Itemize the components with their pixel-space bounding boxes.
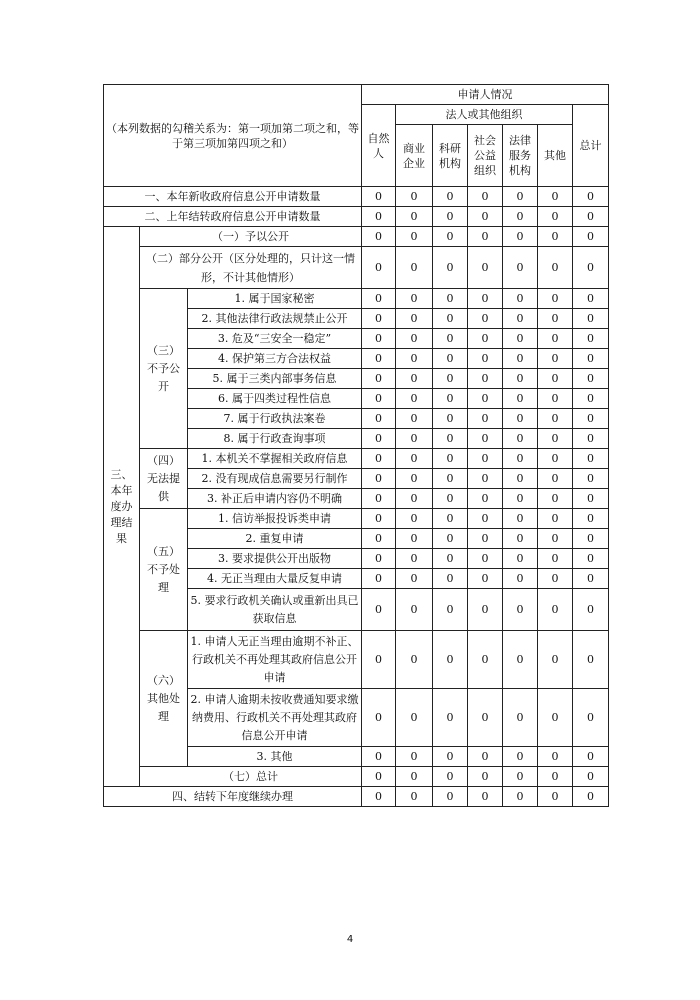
value-cell: 0: [433, 767, 468, 787]
item-g3-3: 3. 危及“三安全一稳定”: [188, 329, 362, 349]
value-cell: 0: [362, 227, 396, 247]
value-cell: 0: [362, 207, 396, 227]
value-cell: 0: [573, 569, 609, 589]
value-cell: 0: [433, 289, 468, 309]
value-cell: 0: [573, 329, 609, 349]
value-cell: 0: [503, 289, 538, 309]
value-cell: 0: [503, 349, 538, 369]
item-g5-5: 5. 要求行政机关确认或重新出具已获取信息: [188, 589, 362, 631]
value-cell: 0: [503, 569, 538, 589]
value-cell: 0: [573, 207, 609, 227]
value-cell: 0: [396, 309, 433, 329]
value-cell: 0: [503, 429, 538, 449]
value-cell: 0: [468, 389, 503, 409]
value-cell: 0: [573, 227, 609, 247]
value-cell: 0: [362, 747, 396, 767]
value-cell: 0: [433, 409, 468, 429]
value-cell: 0: [433, 187, 468, 207]
value-cell: 0: [433, 349, 468, 369]
value-cell: 0: [362, 187, 396, 207]
value-cell: 0: [362, 549, 396, 569]
value-cell: 0: [433, 509, 468, 529]
value-cell: 0: [468, 247, 503, 289]
row-carry-next-year: 四、结转下年度继续办理: [104, 787, 362, 807]
value-cell: 0: [468, 329, 503, 349]
value-cell: 0: [468, 349, 503, 369]
value-cell: 0: [468, 529, 503, 549]
value-cell: 0: [573, 349, 609, 369]
item-g3-2: 2. 其他法律行政法规禁止公开: [188, 309, 362, 329]
item-g3-7: 7. 属于行政执法案卷: [188, 409, 362, 429]
value-cell: 0: [396, 449, 433, 469]
value-cell: 0: [468, 747, 503, 767]
group-g5-label: （五）不予处理: [140, 509, 188, 631]
value-cell: 0: [362, 369, 396, 389]
value-cell: 0: [573, 309, 609, 329]
value-cell: 0: [396, 349, 433, 369]
value-cell: 0: [538, 349, 573, 369]
value-cell: 0: [573, 689, 609, 747]
value-cell: 0: [503, 631, 538, 689]
value-cell: 0: [538, 309, 573, 329]
value-cell: 0: [538, 787, 573, 807]
value-cell: 0: [573, 449, 609, 469]
value-cell: 0: [396, 689, 433, 747]
value-cell: 0: [433, 589, 468, 631]
value-cell: 0: [433, 329, 468, 349]
value-cell: 0: [538, 529, 573, 549]
legal-service-header: 法律服务机构: [503, 125, 538, 187]
value-cell: 0: [433, 529, 468, 549]
value-cell: 0: [538, 389, 573, 409]
value-cell: 0: [538, 369, 573, 389]
value-cell: 0: [362, 489, 396, 509]
value-cell: 0: [362, 289, 396, 309]
value-cell: 0: [362, 349, 396, 369]
value-cell: 0: [538, 631, 573, 689]
value-cell: 0: [362, 409, 396, 429]
value-cell: 0: [396, 747, 433, 767]
value-cell: 0: [573, 589, 609, 631]
value-cell: 0: [468, 689, 503, 747]
value-cell: 0: [538, 449, 573, 469]
value-cell: 0: [538, 767, 573, 787]
value-cell: 0: [538, 469, 573, 489]
value-cell: 0: [503, 409, 538, 429]
value-cell: 0: [396, 187, 433, 207]
value-cell: 0: [396, 227, 433, 247]
value-cell: 0: [362, 429, 396, 449]
value-cell: 0: [573, 767, 609, 787]
value-cell: 0: [503, 469, 538, 489]
value-cell: 0: [503, 247, 538, 289]
value-cell: 0: [396, 787, 433, 807]
information-disclosure-table: [103, 84, 609, 807]
value-cell: 0: [362, 787, 396, 807]
value-cell: 0: [468, 569, 503, 589]
value-cell: 0: [433, 689, 468, 747]
value-cell: 0: [362, 509, 396, 529]
value-cell: 0: [362, 309, 396, 329]
group-g6-label: （六）其他处理: [140, 631, 188, 767]
item-g5-4: 4. 无正当理由大量反复申请: [188, 569, 362, 589]
value-cell: 0: [396, 631, 433, 689]
value-cell: 0: [468, 469, 503, 489]
value-cell: 0: [538, 207, 573, 227]
value-cell: 0: [573, 369, 609, 389]
value-cell: 0: [433, 389, 468, 409]
value-cell: 0: [573, 787, 609, 807]
value-cell: 0: [468, 429, 503, 449]
header-note: （本列数据的勾稽关系为：第一项加第二项之和，等于第三项加第四项之和）: [104, 85, 362, 187]
applicant-situation-header: 申请人情况: [362, 85, 609, 105]
value-cell: 0: [433, 549, 468, 569]
social-welfare-header: 社会公益组织: [468, 125, 503, 187]
natural-person-header: 自然人: [362, 105, 396, 187]
research-institution-header: 科研机构: [433, 125, 468, 187]
value-cell: 0: [468, 187, 503, 207]
value-cell: 0: [433, 469, 468, 489]
item-g3-1: 1. 属于国家秘密: [188, 289, 362, 309]
value-cell: 0: [362, 689, 396, 747]
row-carried-over: 二、上年结转政府信息公开申请数量: [104, 207, 362, 227]
value-cell: 0: [538, 227, 573, 247]
value-cell: 0: [396, 589, 433, 631]
value-cell: 0: [433, 787, 468, 807]
item-g4-3: 3. 补正后申请内容仍不明确: [188, 489, 362, 509]
item-g6-1: 1. 申请人无正当理由逾期不补正、行政机关不再处理其政府信息公开申请: [188, 631, 362, 689]
value-cell: 0: [396, 767, 433, 787]
value-cell: 0: [573, 631, 609, 689]
value-cell: 0: [503, 589, 538, 631]
value-cell: 0: [468, 489, 503, 509]
item-g3-8: 8. 属于行政查询事项: [188, 429, 362, 449]
value-cell: 0: [468, 369, 503, 389]
value-cell: 0: [468, 631, 503, 689]
value-cell: 0: [573, 187, 609, 207]
value-cell: 0: [433, 489, 468, 509]
item-g6-2: 2. 申请人逾期未按收费通知要求缴纳费用、行政机关不再处理其政府信息公开申请: [188, 689, 362, 747]
value-cell: 0: [468, 289, 503, 309]
value-cell: 0: [396, 469, 433, 489]
value-cell: 0: [468, 227, 503, 247]
value-cell: 0: [362, 329, 396, 349]
item-g3-4: 4. 保护第三方合法权益: [188, 349, 362, 369]
value-cell: 0: [396, 509, 433, 529]
value-cell: 0: [468, 409, 503, 429]
group-disclosed: （一）予以公开: [140, 227, 362, 247]
value-cell: 0: [396, 389, 433, 409]
value-cell: 0: [573, 509, 609, 529]
value-cell: 0: [468, 309, 503, 329]
value-cell: 0: [362, 631, 396, 689]
legal-entity-header: 法人或其他组织: [396, 105, 573, 125]
value-cell: 0: [433, 449, 468, 469]
section-3-label: 三、本年度办理结果: [104, 227, 140, 787]
value-cell: 0: [433, 207, 468, 227]
value-cell: 0: [433, 429, 468, 449]
value-cell: 0: [396, 247, 433, 289]
value-cell: 0: [573, 429, 609, 449]
item-g4-2: 2. 没有现成信息需要另行制作: [188, 469, 362, 489]
value-cell: 0: [433, 631, 468, 689]
value-cell: 0: [538, 589, 573, 631]
value-cell: 0: [468, 787, 503, 807]
value-cell: 0: [433, 247, 468, 289]
value-cell: 0: [573, 409, 609, 429]
group-partial: （二）部分公开（区分处理的，只计这一情形，不计其他情形）: [140, 247, 362, 289]
value-cell: 0: [362, 389, 396, 409]
value-cell: 0: [503, 369, 538, 389]
value-cell: 0: [468, 207, 503, 227]
value-cell: 0: [503, 389, 538, 409]
value-cell: 0: [573, 247, 609, 289]
value-cell: 0: [468, 449, 503, 469]
value-cell: 0: [396, 289, 433, 309]
commercial-enterprise-header: 商业企业: [396, 125, 433, 187]
value-cell: 0: [503, 509, 538, 529]
value-cell: 0: [573, 549, 609, 569]
value-cell: 0: [538, 489, 573, 509]
value-cell: 0: [468, 509, 503, 529]
value-cell: 0: [396, 569, 433, 589]
value-cell: 0: [362, 767, 396, 787]
value-cell: 0: [573, 747, 609, 767]
item-g3-5: 5. 属于三类内部事务信息: [188, 369, 362, 389]
value-cell: 0: [503, 787, 538, 807]
value-cell: 0: [503, 529, 538, 549]
value-cell: 0: [573, 529, 609, 549]
value-cell: 0: [503, 549, 538, 569]
value-cell: 0: [573, 489, 609, 509]
value-cell: 0: [362, 449, 396, 469]
group-total: （七）总计: [140, 767, 362, 787]
value-cell: 0: [538, 689, 573, 747]
value-cell: 0: [433, 309, 468, 329]
value-cell: 0: [396, 489, 433, 509]
value-cell: 0: [573, 389, 609, 409]
value-cell: 0: [538, 409, 573, 429]
value-cell: 0: [538, 509, 573, 529]
value-cell: 0: [362, 247, 396, 289]
value-cell: 0: [503, 449, 538, 469]
value-cell: 0: [503, 689, 538, 747]
value-cell: 0: [362, 469, 396, 489]
row-new-applications: 一、本年新收政府信息公开申请数量: [104, 187, 362, 207]
value-cell: 0: [538, 569, 573, 589]
value-cell: 0: [468, 589, 503, 631]
value-cell: 0: [503, 309, 538, 329]
value-cell: 0: [503, 767, 538, 787]
value-cell: 0: [503, 207, 538, 227]
value-cell: 0: [362, 569, 396, 589]
item-g4-1: 1. 本机关不掌握相关政府信息: [188, 449, 362, 469]
value-cell: 0: [433, 569, 468, 589]
value-cell: 0: [396, 409, 433, 429]
value-cell: 0: [538, 187, 573, 207]
value-cell: 0: [503, 489, 538, 509]
value-cell: 0: [396, 207, 433, 227]
value-cell: 0: [396, 549, 433, 569]
value-cell: 0: [362, 529, 396, 549]
value-cell: 0: [538, 747, 573, 767]
page-number: 4: [346, 934, 354, 945]
value-cell: 0: [396, 329, 433, 349]
value-cell: 0: [433, 369, 468, 389]
value-cell: 0: [538, 549, 573, 569]
item-g5-2: 2. 重复申请: [188, 529, 362, 549]
group-g4-label: （四）无法提供: [140, 449, 188, 509]
value-cell: 0: [468, 549, 503, 569]
value-cell: 0: [396, 369, 433, 389]
item-g5-3: 3. 要求提供公开出版物: [188, 549, 362, 569]
item-g6-3: 3. 其他: [188, 747, 362, 767]
value-cell: 0: [396, 429, 433, 449]
value-cell: 0: [538, 247, 573, 289]
value-cell: 0: [468, 767, 503, 787]
value-cell: 0: [538, 289, 573, 309]
total-header: 总计: [573, 105, 609, 187]
value-cell: 0: [503, 227, 538, 247]
other-org-header: 其他: [538, 125, 573, 187]
value-cell: 0: [396, 529, 433, 549]
value-cell: 0: [538, 429, 573, 449]
group-g3-label: （三）不予公开: [140, 289, 188, 449]
value-cell: 0: [362, 589, 396, 631]
value-cell: 0: [573, 289, 609, 309]
value-cell: 0: [503, 329, 538, 349]
value-cell: 0: [538, 329, 573, 349]
value-cell: 0: [503, 747, 538, 767]
item-g5-1: 1. 信访举报投诉类申请: [188, 509, 362, 529]
value-cell: 0: [503, 187, 538, 207]
value-cell: 0: [433, 227, 468, 247]
value-cell: 0: [573, 469, 609, 489]
value-cell: 0: [433, 747, 468, 767]
item-g3-6: 6. 属于四类过程性信息: [188, 389, 362, 409]
